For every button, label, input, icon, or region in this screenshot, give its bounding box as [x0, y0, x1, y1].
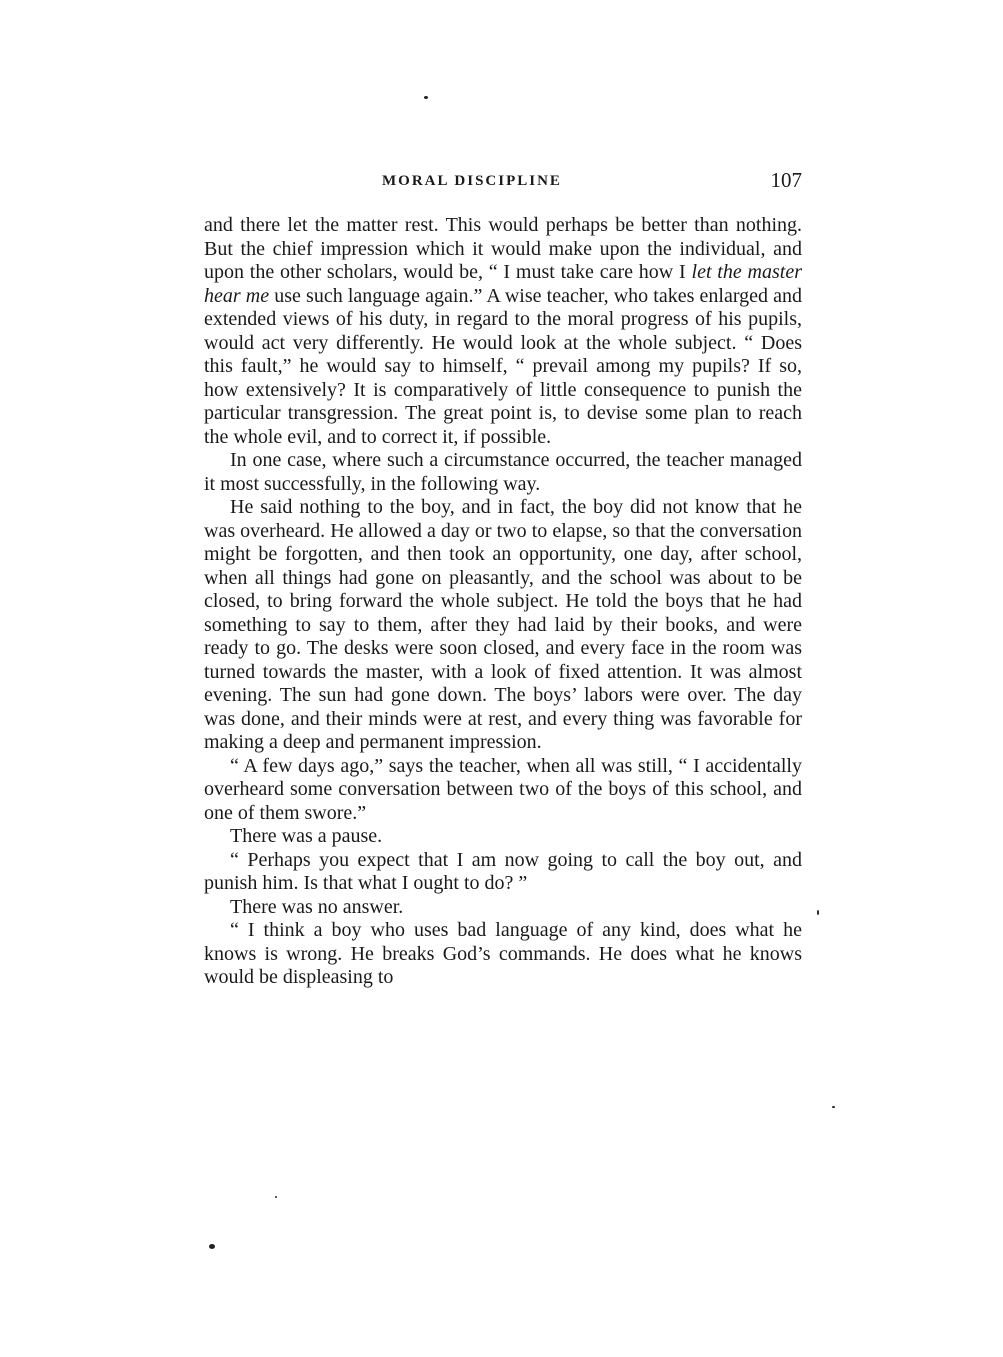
- ink-speck: [424, 96, 428, 99]
- paragraph-text-part: and there let the matter rest. This would perhaps be better than nothing. But the chief impression which it would make upon the individual, and upon the other scholars, would be, “ I must take care how I: [204, 214, 802, 283]
- paragraph: He said nothing to the boy, and in fact, the boy did not know that he was overheard. He allowed a day or two to elapse, so that the conversation might be forgotten, and then took an opportunity, one day, after school, when all things had gone on pleasantly, and the school was about to be closed, to bring forward the whole subject. He told the boys that he had something to say to them, after they had laid by their books, and were ready to go. The desks were soon closed, and every face in the room was turned towards the master, with a look of fixed attention. It was almost evening. The sun had gone down. The boys’ labors were over. The day was done, and their minds were at rest, and every thing was favorable for making a deep and permanent impression.: [204, 496, 802, 753]
- ink-speck: [832, 1106, 835, 1108]
- paragraph: In one case, where such a circumstance occurred, the teacher managed it most successfully, in the following way.: [204, 449, 802, 495]
- ink-speck: [817, 910, 819, 915]
- paragraph-continued: [204, 214, 802, 449]
- paragraph: There was no answer.: [230, 895, 404, 918]
- paragraph: “ Perhaps you expect that I am now going to call the boy out, and punish him. Is that what I ought to do? ”: [204, 848, 802, 894]
- body-text: [204, 214, 802, 990]
- running-head: MORAL DISCIPLINE: [382, 173, 562, 189]
- ink-speck: [209, 1244, 215, 1249]
- page-number: 107: [770, 168, 802, 192]
- paragraph: There was a pause.: [230, 825, 383, 847]
- paragraph-text-part: use such language again.” A wise teacher, who takes enlarged and extended views of his duty, in regard to the moral progress of his pupils, would act very differently. He would look at the whole subject. “ Does this fault,” he would say to himself, “ prevail among my pupils? If so, how extensively? It is comparatively of little consequence to punish the particular transgression. The great point is, to devise some plan to reach the whole evil, and to correct it, if possible.: [204, 284, 803, 448]
- paragraph: “ I think a boy who uses bad language of any kind, does what he knows is wrong. He breaks God’s commands. He does what he knows would be displeasing to: [204, 919, 802, 988]
- italic-phrase: let the master hear me: [204, 261, 802, 307]
- ink-speck: [275, 1196, 277, 1198]
- paragraph: “ A few days ago,” says the teacher, when all was still, “ I accidentally overheard some conversation between two of the boys of this school, and one of them swore.”: [204, 754, 802, 824]
- page-header: [204, 168, 802, 198]
